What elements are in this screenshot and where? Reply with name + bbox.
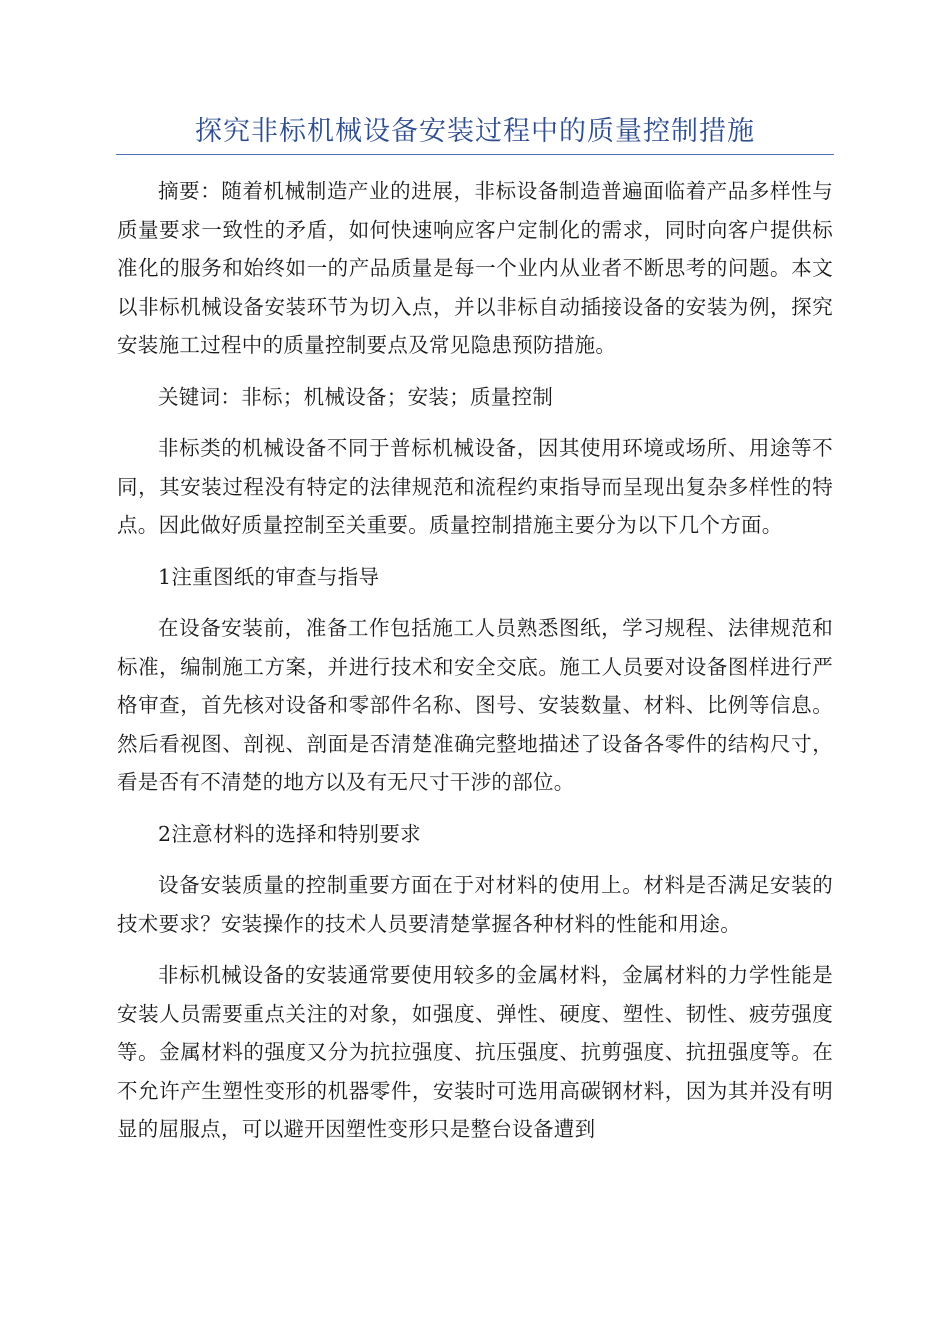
section-heading: 1注重图纸的审查与指导 <box>158 564 380 589</box>
abstract-paragraph: 摘要：随着机械制造产业的进展，非标设备制造普遍面临着产品多样性与质量要求一致性的矛盾，如何快速响应客户定制化的需求，同时向客户提供标准化的服务和始终如一的产品质量是每一个业内从业者不断思考的问题。本文以非标机械设备安装环节为切入点，并以非标自动插接设备的安装为例，探究安装施工过程中的质量控制要点及常见隐患预防措施。 <box>117 179 833 357</box>
body-paragraph: 非标机械设备的安装通常要使用较多的金属材料，金属材料的力学性能是安装人员需要重点关注的对象，如强度、弹性、硬度、塑性、韧性、疲劳强度等。金属材料的强度又分为抗拉强度、抗压强度、抗剪强度、抗扭强度等。在不允许产生塑性变形的机器零件，安装时可选用高碳钢材料，因为其并没有明显的屈服点，可以避开因塑性变形只是整台设备遭到 <box>117 963 833 1141</box>
body-paragraph: 设备安装质量的控制重要方面在于对材料的使用上。材料是否满足安装的技术要求？安装操作的技术人员要清楚掌握各种材料的性能和用途。 <box>117 873 833 936</box>
section-heading: 2注意材料的选择和特别要求 <box>158 821 421 846</box>
intro-paragraph: 非标类的机械设备不同于普标机械设备，因其使用环境或场所、用途等不同，其安装过程没有特定的法律规范和流程约束指导而呈现出复杂多样性的特点。因此做好质量控制至关重要。质量控制措施主要分为以下几个方面。 <box>117 436 833 537</box>
keywords-paragraph: 关键词：非标；机械设备；安装；质量控制 <box>158 384 554 409</box>
title-underline <box>116 154 834 155</box>
document-title: 探究非标机械设备安装过程中的质量控制措施 <box>195 116 755 147</box>
document-body <box>117 172 833 1162</box>
body-paragraph: 在设备安装前，准备工作包括施工人员熟悉图纸，学习规程、法律规范和标准，编制施工方案，并进行技术和安全交底。施工人员要对设备图样进行严格审查，首先核对设备和零部件名称、图号、安装数量、材料、比例等信息。然后看视图、剖视、剖面是否清楚准确完整地描述了设备各零件的结构尺寸，看是否有不清楚的地方以及有无尺寸干涉的部位。 <box>117 616 833 794</box>
